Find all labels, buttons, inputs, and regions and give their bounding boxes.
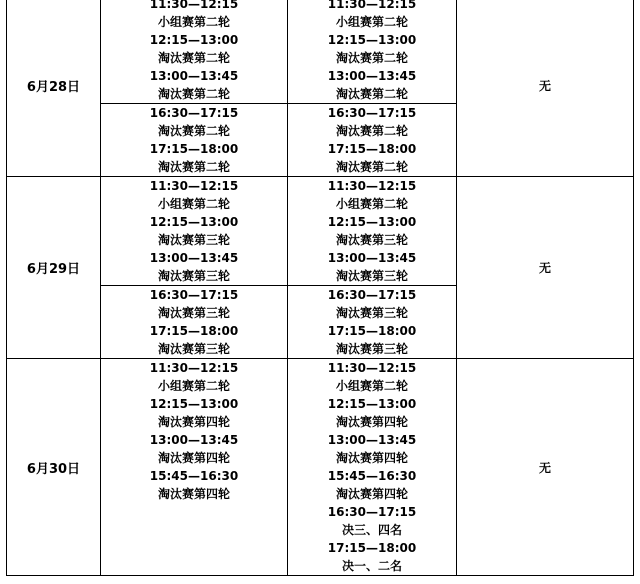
time-line: 11:30—12:15 [149, 361, 239, 375]
event-line: 淘汰赛第三轮 [335, 233, 408, 247]
event-line: 淘汰赛第二轮 [157, 87, 230, 101]
schedule-lines [101, 286, 287, 358]
schedule-lines [288, 104, 456, 176]
event-line: 淘汰赛第三轮 [157, 269, 230, 283]
none-cell: 无 [457, 177, 634, 359]
table-row [7, 359, 634, 576]
time-line: 17:15—18:00 [149, 142, 239, 156]
date-cell: 6月30日 [7, 359, 101, 576]
event-line: 淘汰赛第三轮 [335, 342, 408, 356]
time-cell [101, 0, 288, 104]
time-cell [288, 104, 457, 177]
schedule-lines [101, 0, 287, 103]
event-line: 淘汰赛第三轮 [335, 269, 408, 283]
time-line: 12:15—13:00 [327, 215, 417, 229]
time-line: 13:00—13:45 [149, 69, 239, 83]
event-line: 小组赛第二轮 [335, 15, 408, 29]
time-line: 11:30—12:15 [327, 361, 417, 375]
event-line: 决三、四名 [341, 523, 402, 537]
time-line: 13:00—13:45 [327, 251, 417, 265]
time-cell [101, 177, 288, 286]
time-line: 13:00—13:45 [327, 433, 417, 447]
time-line: 16:30—17:15 [149, 106, 239, 120]
event-line: 小组赛第二轮 [157, 15, 230, 29]
time-cell [288, 0, 457, 104]
time-line: 15:45—16:30 [327, 469, 417, 483]
event-line: 淘汰赛第三轮 [157, 342, 230, 356]
time-line: 12:15—13:00 [149, 215, 239, 229]
schedule-table [6, 0, 634, 576]
event-line: 淘汰赛第三轮 [157, 233, 230, 247]
event-line: 小组赛第二轮 [157, 379, 230, 393]
event-line: 淘汰赛第三轮 [157, 306, 230, 320]
schedule-lines [288, 177, 456, 285]
time-line: 16:30—17:15 [327, 106, 417, 120]
event-line: 小组赛第二轮 [157, 197, 230, 211]
event-line: 淘汰赛第四轮 [335, 487, 408, 501]
none-cell: 无 [457, 359, 634, 576]
table-row [7, 0, 634, 104]
time-line: 15:45—16:30 [149, 469, 239, 483]
time-line: 12:15—13:00 [327, 397, 417, 411]
event-line: 淘汰赛第二轮 [157, 124, 230, 138]
event-line: 淘汰赛第二轮 [157, 160, 230, 174]
schedule-lines [288, 0, 456, 103]
time-line: 12:15—13:00 [149, 397, 239, 411]
time-line: 12:15—13:00 [149, 33, 239, 47]
time-line: 13:00—13:45 [149, 251, 239, 265]
time-line: 11:30—12:15 [327, 179, 417, 193]
time-cell [101, 286, 288, 359]
event-line: 淘汰赛第二轮 [335, 160, 408, 174]
event-line: 小组赛第二轮 [335, 379, 408, 393]
time-cell [288, 286, 457, 359]
event-line: 淘汰赛第三轮 [335, 306, 408, 320]
time-line: 11:30—12:15 [149, 0, 239, 11]
time-line: 12:15—13:00 [327, 33, 417, 47]
date-cell: 6月29日 [7, 177, 101, 359]
time-line: 16:30—17:15 [327, 288, 417, 302]
none-cell: 无 [457, 0, 634, 177]
schedule-lines [288, 359, 456, 575]
event-line: 淘汰赛第二轮 [335, 87, 408, 101]
time-cell [101, 359, 288, 576]
event-line: 淘汰赛第四轮 [157, 415, 230, 429]
time-line: 17:15—18:00 [327, 324, 417, 338]
time-line: 17:15—18:00 [327, 142, 417, 156]
event-line: 淘汰赛第四轮 [335, 451, 408, 465]
schedule-lines [288, 286, 456, 358]
date-cell: 6月28日 [7, 0, 101, 177]
time-line: 16:30—17:15 [327, 505, 417, 519]
event-line: 决一、二名 [341, 559, 402, 573]
time-cell [288, 177, 457, 286]
time-line: 11:30—12:15 [149, 179, 239, 193]
event-line: 淘汰赛第二轮 [335, 124, 408, 138]
time-line: 11:30—12:15 [327, 0, 417, 11]
event-line: 淘汰赛第二轮 [335, 51, 408, 65]
time-cell [288, 359, 457, 576]
event-line: 小组赛第二轮 [335, 197, 408, 211]
time-line: 13:00—13:45 [149, 433, 239, 447]
event-line: 淘汰赛第四轮 [335, 415, 408, 429]
event-line: 淘汰赛第四轮 [157, 451, 230, 465]
schedule-lines [101, 359, 287, 575]
time-cell [101, 104, 288, 177]
event-line: 淘汰赛第二轮 [157, 51, 230, 65]
schedule-lines [101, 177, 287, 285]
schedule-lines [101, 104, 287, 176]
time-line: 13:00—13:45 [327, 69, 417, 83]
time-line: 17:15—18:00 [327, 541, 417, 555]
event-line: 淘汰赛第四轮 [157, 487, 230, 501]
table-row [7, 177, 634, 286]
time-line: 17:15—18:00 [149, 324, 239, 338]
time-line: 16:30—17:15 [149, 288, 239, 302]
